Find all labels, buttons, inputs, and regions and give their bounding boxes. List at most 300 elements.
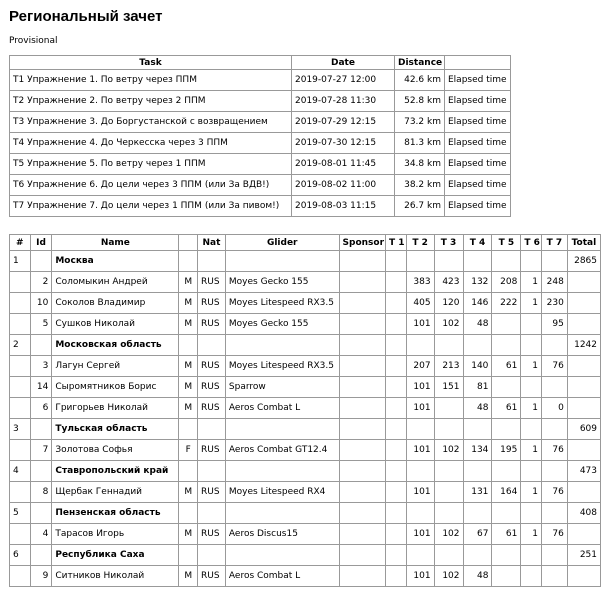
pilot-nat: RUS [198,440,226,461]
task-type: Elapsed time [445,154,511,175]
pilot-task-score: 208 [492,272,521,293]
pilot-name: Сыромятников Борис [52,377,179,398]
page-title: Региональный зачет [9,8,163,25]
task-type: Elapsed time [445,91,511,112]
empty-cell [567,524,600,545]
task-distance: 26.7 km [395,196,445,217]
tasks-header-distance: Distance [395,56,445,70]
empty-cell [179,461,198,482]
pilot-glider: Moyes Gecko 155 [225,314,339,335]
pilot-task-score: 76 [542,356,568,377]
pilot-task-score [386,482,407,503]
results-header-cell: Id [30,235,52,251]
pilot-sex: M [179,272,198,293]
results-table [9,234,601,587]
empty-cell [179,335,198,356]
pilot-glider: Aeros Discus15 [225,524,339,545]
pilot-sex: M [179,566,198,587]
pilot-sponsor [339,440,385,461]
pilot-sex: M [179,377,198,398]
empty-cell [386,545,407,566]
pilot-sponsor [339,482,385,503]
pilot-sponsor [339,398,385,419]
team-name: Московская область [52,335,179,356]
results-header-cell: Name [52,235,179,251]
team-name: Ставропольский край [52,461,179,482]
team-rank: 5 [10,503,31,524]
empty-cell [567,272,600,293]
empty-cell [30,503,52,524]
pilot-task-score: 61 [492,398,521,419]
empty-cell [386,503,407,524]
pilot-task-score [386,524,407,545]
pilot-task-score [386,398,407,419]
empty-cell [10,356,31,377]
pilot-glider: Aeros Combat L [225,566,339,587]
team-row [10,419,601,440]
team-row [10,461,601,482]
empty-cell [406,461,434,482]
pilot-id: 7 [30,440,52,461]
pilot-task-score: 101 [406,440,434,461]
empty-cell [30,461,52,482]
task-row [10,70,511,91]
pilot-row [10,293,601,314]
empty-cell [179,419,198,440]
pilot-id: 10 [30,293,52,314]
empty-cell [542,335,568,356]
pilot-task-score [521,566,542,587]
pilot-task-score [386,356,407,377]
pilot-task-score: 76 [542,524,568,545]
pilot-task-score: 1 [521,356,542,377]
tasks-header-task: Task [10,56,292,70]
pilot-task-score [521,314,542,335]
team-total: 609 [567,419,600,440]
empty-cell [567,482,600,503]
pilot-glider: Moyes Litespeed RX3.5 [225,293,339,314]
task-row [10,154,511,175]
empty-cell [10,377,31,398]
pilot-glider: Moyes Litespeed RX4 [225,482,339,503]
pilot-row [10,524,601,545]
team-rank: 3 [10,419,31,440]
pilot-id: 8 [30,482,52,503]
pilot-task-score [386,293,407,314]
empty-cell [10,566,31,587]
team-row [10,503,601,524]
pilot-task-score: 101 [406,377,434,398]
pilot-name: Тарасов Игорь [52,524,179,545]
pilot-task-score [386,377,407,398]
pilot-nat: RUS [198,566,226,587]
pilot-task-score [434,482,463,503]
pilot-task-score: 195 [492,440,521,461]
results-header-cell: # [10,235,31,251]
empty-cell [434,461,463,482]
team-rank: 4 [10,461,31,482]
task-date: 2019-08-03 11:15 [292,196,395,217]
pilot-task-score [521,377,542,398]
pilot-name: Ситников Николай [52,566,179,587]
pilot-name: Щербак Геннадий [52,482,179,503]
pilot-row [10,356,601,377]
task-type: Elapsed time [445,175,511,196]
pilot-task-score [386,440,407,461]
pilot-sex: M [179,356,198,377]
pilot-sponsor [339,293,385,314]
pilot-task-score: 95 [542,314,568,335]
pilot-nat: RUS [198,524,226,545]
pilot-sex: M [179,398,198,419]
pilot-task-score: 102 [434,524,463,545]
results-header-cell: T 1 [386,235,407,251]
pilot-nat: RUS [198,356,226,377]
pilot-id: 9 [30,566,52,587]
pilot-id: 3 [30,356,52,377]
task-date: 2019-07-30 12:15 [292,133,395,154]
empty-cell [30,419,52,440]
empty-cell [492,503,521,524]
pilot-task-score: 134 [463,440,492,461]
pilot-glider: Moyes Gecko 155 [225,272,339,293]
pilot-task-score: 164 [492,482,521,503]
empty-cell [492,545,521,566]
team-rank: 2 [10,335,31,356]
empty-cell [521,335,542,356]
empty-cell [225,335,339,356]
empty-cell [434,251,463,272]
empty-cell [463,503,492,524]
pilot-sponsor [339,272,385,293]
empty-cell [567,398,600,419]
pilot-task-score: 151 [434,377,463,398]
task-row [10,91,511,112]
empty-cell [179,545,198,566]
results-header-cell: T 6 [521,235,542,251]
pilot-task-score: 1 [521,524,542,545]
pilot-row [10,482,601,503]
pilot-sex: F [179,440,198,461]
pilot-task-score [542,377,568,398]
team-total: 2865 [567,251,600,272]
pilot-task-score: 61 [492,356,521,377]
task-row [10,175,511,196]
results-header-cell: Nat [198,235,226,251]
empty-cell [10,272,31,293]
empty-cell [406,545,434,566]
empty-cell [434,503,463,524]
pilot-task-score [492,377,521,398]
empty-cell [406,419,434,440]
pilot-task-score: 140 [463,356,492,377]
tasks-header-date: Date [292,56,395,70]
task-type: Elapsed time [445,70,511,91]
pilot-id: 2 [30,272,52,293]
empty-cell [386,461,407,482]
pilot-nat: RUS [198,482,226,503]
empty-cell [225,503,339,524]
empty-cell [10,398,31,419]
task-distance: 73.2 km [395,112,445,133]
results-header-cell: T 4 [463,235,492,251]
empty-cell [179,251,198,272]
team-rank: 6 [10,545,31,566]
pilot-id: 4 [30,524,52,545]
pilot-task-score: 0 [542,398,568,419]
pilot-name: Лагун Сергей [52,356,179,377]
pilot-task-score: 1 [521,293,542,314]
empty-cell [10,482,31,503]
status-text: Provisional [9,36,58,46]
empty-cell [434,335,463,356]
empty-cell [542,461,568,482]
empty-cell [463,461,492,482]
task-name: T1 Упражнение 1. По ветру через ППМ [10,70,292,91]
tasks-table [9,55,511,217]
pilot-row [10,398,601,419]
results-body [10,251,601,587]
task-name: T7 Упражнение 7. До цели через 1 ППМ (или За пивом!) [10,196,292,217]
team-name: Республика Саха [52,545,179,566]
pilot-row [10,314,601,335]
pilot-task-score: 101 [406,314,434,335]
empty-cell [198,503,226,524]
pilot-task-score: 76 [542,482,568,503]
empty-cell [434,545,463,566]
pilot-id: 6 [30,398,52,419]
pilot-sex: M [179,482,198,503]
empty-cell [198,335,226,356]
task-name: T3 Упражнение 3. До Боргустанской с возвращением [10,112,292,133]
pilot-name: Григорьев Николай [52,398,179,419]
pilot-nat: RUS [198,398,226,419]
empty-cell [225,419,339,440]
team-total: 408 [567,503,600,524]
empty-cell [198,419,226,440]
pilot-task-score: 207 [406,356,434,377]
pilot-task-score [386,272,407,293]
results-header-cell: T 2 [406,235,434,251]
empty-cell [567,293,600,314]
empty-cell [542,251,568,272]
empty-cell [542,545,568,566]
task-distance: 81.3 km [395,133,445,154]
pilot-name: Соколов Владимир [52,293,179,314]
empty-cell [225,545,339,566]
pilot-task-score [542,566,568,587]
pilot-task-score: 120 [434,293,463,314]
pilot-task-score: 48 [463,398,492,419]
pilot-task-score: 213 [434,356,463,377]
pilot-row [10,272,601,293]
team-total: 251 [567,545,600,566]
task-name: T2 Упражнение 2. По ветру через 2 ППМ [10,91,292,112]
empty-cell [492,419,521,440]
pilot-sponsor [339,314,385,335]
pilot-sex: M [179,293,198,314]
empty-cell [492,251,521,272]
empty-cell [567,314,600,335]
pilot-sponsor [339,377,385,398]
team-rank: 1 [10,251,31,272]
task-distance: 52.8 km [395,91,445,112]
task-distance: 38.2 km [395,175,445,196]
empty-cell [339,545,385,566]
pilot-task-score: 48 [463,566,492,587]
team-name: Тульская область [52,419,179,440]
empty-cell [198,251,226,272]
empty-cell [198,545,226,566]
pilot-task-score: 222 [492,293,521,314]
results-header-cell [179,235,198,251]
pilot-glider: Aeros Combat GT12.4 [225,440,339,461]
task-date: 2019-07-27 12:00 [292,70,395,91]
empty-cell [521,461,542,482]
results-header-cell: T 7 [542,235,568,251]
pilot-glider: Moyes Litespeed RX3.5 [225,356,339,377]
pilot-task-score [492,566,521,587]
tasks-header-row [10,56,511,70]
empty-cell [10,293,31,314]
team-total: 1242 [567,335,600,356]
pilot-row [10,566,601,587]
pilot-task-score: 102 [434,440,463,461]
pilot-task-score: 1 [521,482,542,503]
task-date: 2019-08-02 11:00 [292,175,395,196]
empty-cell [386,419,407,440]
empty-cell [339,461,385,482]
empty-cell [225,461,339,482]
pilot-row [10,377,601,398]
pilot-task-score [434,398,463,419]
pilot-row [10,440,601,461]
results-header-cell: Sponsor [339,235,385,251]
task-type: Elapsed time [445,133,511,154]
pilot-glider: Aeros Combat L [225,398,339,419]
empty-cell [406,335,434,356]
empty-cell [521,419,542,440]
pilot-id: 5 [30,314,52,335]
pilot-task-score: 67 [463,524,492,545]
results-header-row [10,235,601,251]
empty-cell [463,419,492,440]
pilot-sponsor [339,356,385,377]
results-header-cell: T 3 [434,235,463,251]
pilot-nat: RUS [198,314,226,335]
pilot-task-score: 102 [434,566,463,587]
empty-cell [463,251,492,272]
pilot-sex: M [179,524,198,545]
pilot-id: 14 [30,377,52,398]
empty-cell [30,335,52,356]
team-row [10,335,601,356]
pilot-task-score: 230 [542,293,568,314]
pilot-task-score: 1 [521,398,542,419]
empty-cell [225,251,339,272]
team-name: Москва [52,251,179,272]
pilot-name: Сушков Николай [52,314,179,335]
task-row [10,112,511,133]
pilot-task-score: 101 [406,566,434,587]
empty-cell [30,545,52,566]
pilot-task-score: 1 [521,272,542,293]
pilot-glider: Sparrow [225,377,339,398]
pilot-task-score: 101 [406,482,434,503]
task-row [10,133,511,154]
empty-cell [30,251,52,272]
empty-cell [10,314,31,335]
empty-cell [10,440,31,461]
results-header-cell: Glider [225,235,339,251]
pilot-task-score: 383 [406,272,434,293]
pilot-task-score [386,566,407,587]
empty-cell [339,335,385,356]
task-name: T4 Упражнение 4. До Черкесска через 3 ППМ [10,133,292,154]
empty-cell [386,335,407,356]
pilot-sponsor [339,566,385,587]
empty-cell [567,356,600,377]
empty-cell [521,503,542,524]
empty-cell [567,377,600,398]
pilot-name: Соломыкин Андрей [52,272,179,293]
empty-cell [339,251,385,272]
empty-cell [542,419,568,440]
task-type: Elapsed time [445,112,511,133]
pilot-nat: RUS [198,377,226,398]
task-distance: 42.6 km [395,70,445,91]
task-name: T5 Упражнение 5. По ветру через 1 ППМ [10,154,292,175]
pilot-task-score: 81 [463,377,492,398]
team-total: 473 [567,461,600,482]
pilot-task-score: 101 [406,398,434,419]
results-header-cell: T 5 [492,235,521,251]
pilot-task-score: 1 [521,440,542,461]
pilot-nat: RUS [198,272,226,293]
pilot-task-score: 61 [492,524,521,545]
empty-cell [492,335,521,356]
empty-cell [198,461,226,482]
empty-cell [521,251,542,272]
empty-cell [492,461,521,482]
empty-cell [386,251,407,272]
empty-cell [542,503,568,524]
task-type: Elapsed time [445,196,511,217]
task-row [10,196,511,217]
pilot-nat: RUS [198,293,226,314]
pilot-task-score [492,314,521,335]
task-distance: 34.8 km [395,154,445,175]
pilot-task-score: 405 [406,293,434,314]
task-date: 2019-07-28 11:30 [292,91,395,112]
team-name: Пензенская область [52,503,179,524]
pilot-task-score: 131 [463,482,492,503]
pilot-sex: M [179,314,198,335]
empty-cell [406,251,434,272]
pilot-sponsor [339,524,385,545]
pilot-task-score: 423 [434,272,463,293]
pilot-task-score [386,314,407,335]
task-date: 2019-08-01 11:45 [292,154,395,175]
team-row [10,545,601,566]
task-name: T6 Упражнение 6. До цели через 3 ППМ (или За ВДВ!) [10,175,292,196]
tasks-header-type [445,56,511,70]
pilot-task-score: 248 [542,272,568,293]
pilot-task-score: 102 [434,314,463,335]
empty-cell [567,440,600,461]
empty-cell [463,545,492,566]
empty-cell [406,503,434,524]
